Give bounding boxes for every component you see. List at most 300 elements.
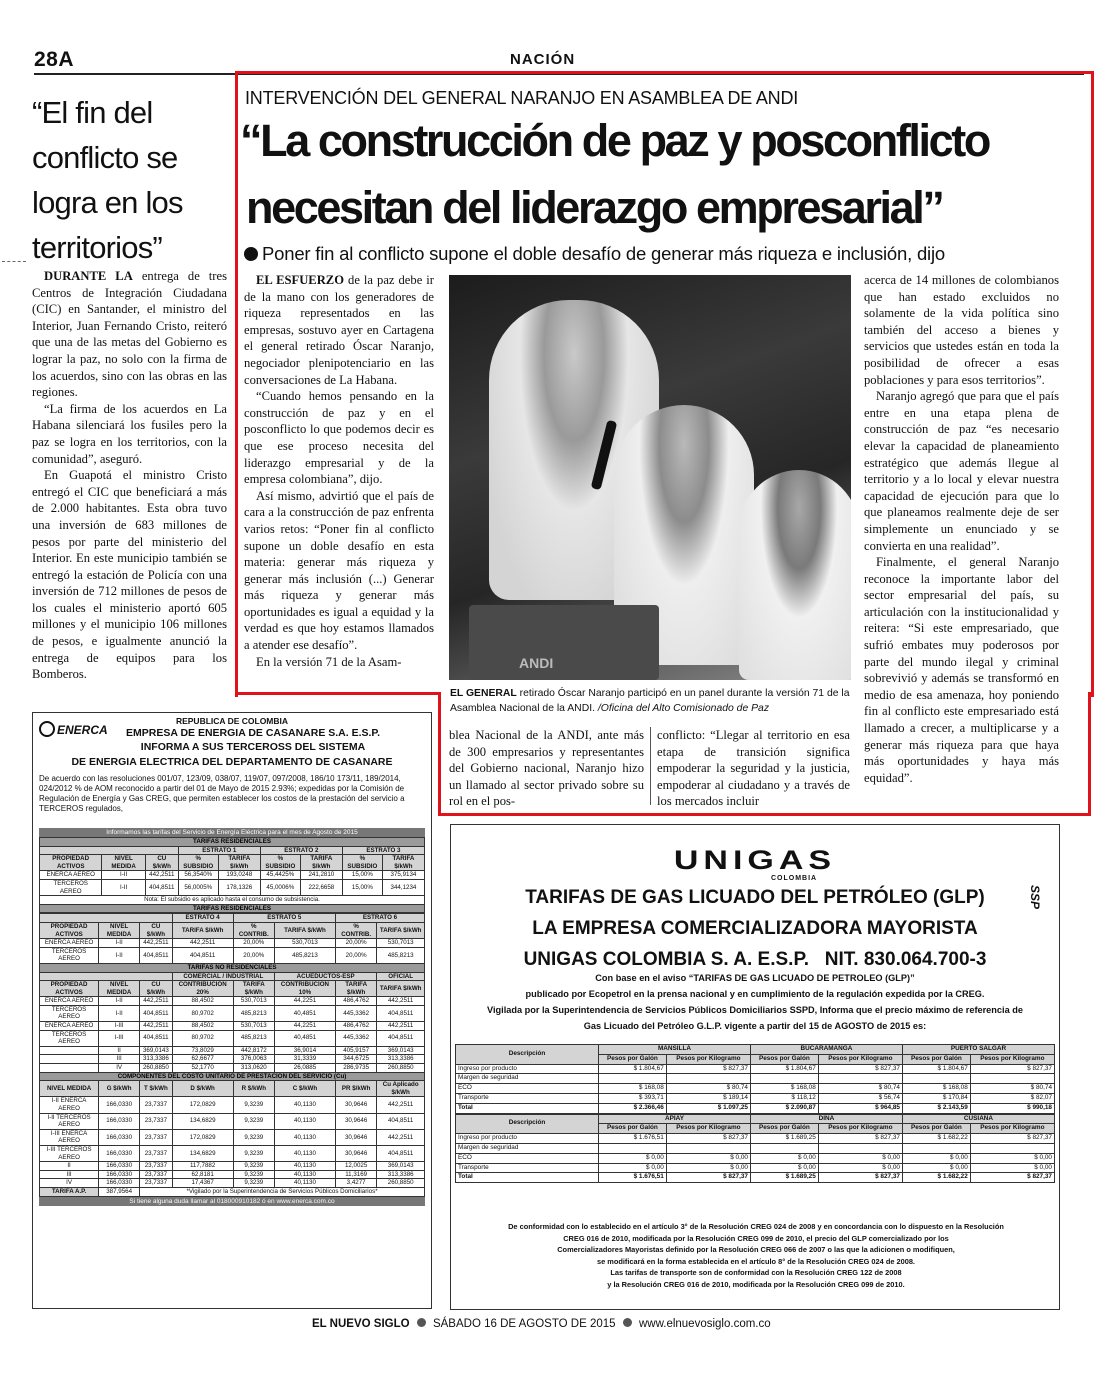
table-cell: 23,7337 (140, 1097, 173, 1113)
table-cell: 9,3239 (233, 1162, 274, 1171)
table-cell: ENERCA AEREO (40, 939, 99, 948)
table-cell: 17,4367 (172, 1179, 233, 1188)
enerca-estrato: ESTRATO 1 (178, 846, 260, 855)
table-cell: $ 827,37 (666, 1134, 750, 1144)
table-header-cell: Cu Aplicado $/kWh (377, 1081, 425, 1097)
table-cell (970, 1074, 1054, 1084)
table-cell: III (40, 1170, 99, 1179)
row-label: Margen de seguridad (456, 1074, 599, 1084)
table-cell: $ 1.676,51 (599, 1173, 667, 1183)
table-cell: 193,0248 (218, 871, 260, 880)
article-frame-right-extend (1088, 692, 1091, 816)
table-cell: 30,9646 (335, 1097, 376, 1113)
table-cell: $ 80,74 (970, 1084, 1054, 1094)
unigas-table-1-rows (456, 1064, 1055, 1113)
table-header-cell: C $/kWh (275, 1081, 336, 1097)
table-header-cell: TARIFA $/kWh (218, 855, 260, 871)
article-lead: EL ESFUERZO (256, 273, 344, 287)
caption-lead: EL GENERAL (450, 688, 517, 699)
unigas-table-2-rows (456, 1134, 1055, 1183)
table-cell (818, 1143, 902, 1153)
table-cell: 62,6677 (172, 1055, 233, 1064)
enerca-table-title: Informamos las tarifas del Servicio de Energía Eléctrica para el mes de Agosto de 2015 (39, 828, 425, 837)
enerca-comp-title: COMPONENTES DEL COSTO UNITARIO DE PRESTACION DEL SERVICIO (Cu) (40, 1072, 425, 1081)
table-row (40, 997, 425, 1006)
table-header-cell: CONTRIBUCION 20% (172, 981, 233, 997)
table-cell: ENERCA AEREO (40, 1022, 99, 1031)
article-subhead (244, 243, 945, 265)
table-cell: 12,0025 (335, 1162, 376, 1171)
table-cell: 486,4762 (335, 1022, 376, 1031)
table-cell: 44,2251 (275, 1022, 336, 1031)
sidebar-lead: DURANTE LA (44, 269, 133, 283)
table-cell: IV (99, 1064, 140, 1073)
table-cell: 313,0620 (233, 1064, 274, 1073)
row-label: Ingreso por producto (456, 1064, 599, 1074)
article-frame-bottom-left (235, 692, 441, 695)
table-cell: $ 1.689,25 (750, 1173, 818, 1183)
unigas-city: DINA (750, 1114, 902, 1124)
enerca-republic: REPUBLICA DE COLOMBIA (175, 716, 289, 726)
table-header-cell: % SUBSIDIO (260, 855, 300, 871)
table-row (40, 1145, 425, 1161)
table-cell: 442,2511 (145, 871, 178, 880)
table-header-cell: TARIFA $/kWh (382, 855, 424, 871)
table-cell: $ 0,00 (902, 1153, 970, 1163)
table-cell (40, 1064, 99, 1073)
table-cell: I-II (99, 947, 140, 963)
unit-galon: Pesos por Galón (750, 1054, 818, 1064)
table-cell: 20,00% (233, 939, 274, 948)
unigas-logo-sub: COLOMBIA (771, 875, 818, 882)
row-label: Total (456, 1173, 599, 1183)
table-cell: 40,1130 (275, 1145, 336, 1161)
table-row (40, 1129, 425, 1145)
table-cell: 369,0143 (377, 1046, 425, 1055)
table-cell: 222,6658 (300, 879, 342, 895)
table-cell: 404,8511 (145, 879, 178, 895)
table-cell: 40,1130 (275, 1097, 336, 1113)
table-header-cell: TARIFA $/kWh (335, 981, 376, 997)
unit-kg: Pesos por Kilogramo (970, 1124, 1054, 1134)
table-cell: 80,9702 (172, 1030, 233, 1046)
unigas-intro-3: Vigilada por la Superintendencia de Servicios Públicos Domiciliarios SSPD, Informa que el precio máximo de referencia de (487, 1005, 1023, 1015)
article-photo (449, 275, 851, 680)
enerca-inform: INFORMA A SUS TERCEROSS DEL SISTEMA (140, 741, 366, 753)
table-cell: I-III (99, 1022, 140, 1031)
ssp-logo: SSP (1028, 885, 1042, 910)
table-cell: 88,4502 (172, 997, 233, 1006)
table-cell: 442,2511 (377, 1097, 425, 1113)
photo-caption (450, 686, 850, 716)
unigas-footer-3: Comercializadores Mayoristas definido por la Resolución CREG 066 de 2007 o las que la adicionen o modifiquen, (557, 1245, 955, 1254)
table-cell: 286,9735 (335, 1064, 376, 1073)
article-paragraph-5: acerca de 14 millones de colombianos que han estado excluidos no solamente de la vida política sino también del acceso a bienes y servicios que ustedes están en toda la posibilidad de ofrecer a esas poblaciones y para esos territorios”. (864, 273, 1059, 387)
table-row (40, 1179, 425, 1188)
table-cell: 40,4851 (275, 1005, 336, 1021)
unigas-footer-4: se modificará en la forma establecida en el artículo 8° de la Resolución CREG 024 de 2008. (596, 1256, 915, 1266)
table-cell: 166,0330 (99, 1097, 140, 1113)
sidebar-body (32, 268, 227, 683)
table-cell: $ 1.682,22 (902, 1173, 970, 1183)
table-cell: 56,3540% (178, 871, 218, 880)
table-cell: TERCEROS AEREO (40, 1030, 99, 1046)
table-cell: $ 170,84 (902, 1093, 970, 1103)
table-cell: 485,8213 (233, 1030, 274, 1046)
table-cell (970, 1143, 1054, 1153)
table-cell: 376,0063 (233, 1055, 274, 1064)
table-cell: 442,2511 (377, 997, 425, 1006)
table-cell: ENERCA AEREO (40, 871, 102, 880)
table-cell: 31,3339 (275, 1055, 336, 1064)
enerca-tarifa-ap-label: TARIFA A.P. (40, 1187, 99, 1196)
table-cell: $ 0,00 (599, 1163, 667, 1173)
table-header-cell: PROPIEDAD ACTIVOS (40, 981, 99, 997)
table-cell: II (99, 1046, 140, 1055)
footer-bullet-icon (623, 1318, 632, 1327)
table-cell: 9,3239 (233, 1129, 274, 1145)
table-cell: 442,8172 (233, 1046, 274, 1055)
unit-kg: Pesos por Kilogramo (818, 1054, 902, 1064)
table-row (456, 1093, 1055, 1103)
table-row (40, 947, 425, 963)
article-kicker: INTERVENCIÓN DEL GENERAL NARANJO EN ASAMBLEA DE ANDI (245, 88, 799, 108)
table-cell: $ 118,12 (750, 1093, 818, 1103)
table-cell: 9,3239 (233, 1113, 274, 1129)
article-paragraph-1: de la paz debe ir de la mano con los generadores de riqueza representados en las empresas, sostuvo ayer en Cartagena el general retirado Óscar Naranjo, negociador plenipotenciario en las conversaciones de La Habana. (244, 273, 434, 387)
sidebar-paragraph-3: En Guapotá el ministro Cristo entregó el CIC que beneficiará a más de 2.000 habitantes. Esta obra tuvo una inversión de 683 millones de pesos por parte del ministerio del Interior. En este municipio también se entregó la estación de Policía con una inversión de 712 millones de pesos de los cuales el ministerio aportó 605 millones y el municipio 106 millones de pesos, e igualmente anunció la entrega de equipos para los Bomberos. (32, 468, 227, 682)
page-footer (312, 1318, 771, 1330)
enerca-estrato: ESTRATO 5 (233, 914, 335, 923)
row-label: ECO (456, 1084, 599, 1094)
table-cell: 30,9646 (335, 1145, 376, 1161)
table-row (40, 1064, 425, 1073)
table-header-cell: T $/kWh (140, 1081, 173, 1097)
enerca-ad (32, 712, 432, 1309)
table-cell: 404,8511 (377, 1030, 425, 1046)
table-cell: 404,8511 (140, 947, 173, 963)
table-cell: $ 1.689,25 (750, 1134, 818, 1144)
row-label: Transporte (456, 1093, 599, 1103)
table-cell: 40,4851 (275, 1030, 336, 1046)
unit-galon: Pesos por Galón (902, 1054, 970, 1064)
table-cell: IV (40, 1179, 99, 1188)
table-cell: $ 0,00 (902, 1163, 970, 1173)
table-cell: $ 1.097,25 (666, 1103, 750, 1113)
table-header-cell: TARIFA $/kWh (233, 981, 274, 997)
table-cell: 26,0885 (275, 1064, 336, 1073)
article-column-3-bottom: conflicto: “Llegar al territorio en esa etapa de transición significa empoderar la seguridad y la justicia, empoderar al ciudadano y a través de los mercados incluir (657, 728, 850, 809)
table-row (456, 1103, 1055, 1113)
table-row (40, 1170, 425, 1179)
footer-paper-name: EL NUEVO SIGLO (312, 1318, 410, 1330)
table-cell: 530,7013 (377, 939, 425, 948)
enerca-res2-header-row (40, 922, 425, 938)
table-cell: $ 82,07 (970, 1093, 1054, 1103)
table-row (40, 1162, 425, 1171)
table-cell: 172,0829 (172, 1129, 233, 1145)
table-cell: 485,8213 (275, 947, 336, 963)
table-cell: 369,0143 (140, 1046, 173, 1055)
enerca-estrato: ESTRATO 2 (260, 846, 342, 855)
table-cell: I-II (99, 997, 140, 1006)
table-header-cell: PROPIEDAD ACTIVOS (40, 855, 102, 871)
table-header-cell: CU $/kWh (140, 981, 173, 997)
table-cell: $ 0,00 (970, 1153, 1054, 1163)
table-cell: TERCEROS AEREO (40, 879, 102, 895)
table-cell: TERCEROS AEREO (40, 947, 99, 963)
unit-galon: Pesos por Galón (902, 1124, 970, 1134)
table-cell: 23,7337 (140, 1113, 173, 1129)
table-cell: $ 827,37 (970, 1064, 1054, 1074)
article-frame-bottom (438, 813, 1091, 816)
table-cell: $ 827,37 (818, 1064, 902, 1074)
enerca-res-title: TARIFAS RESIDENCIALES (40, 838, 425, 847)
table-cell: I-II TERCEROS AEREO (40, 1113, 99, 1129)
sidebar-paragraph-2: “La firma de los acuerdos en La Habana silenciará los fusiles pero la paz se logra en los territorios, con la comunidad”, aseguró. (32, 401, 227, 466)
table-cell: 260,8850 (377, 1064, 425, 1073)
table-cell: $ 964,85 (818, 1103, 902, 1113)
table-cell: 445,3362 (335, 1030, 376, 1046)
footer-url[interactable]: www.elnuevosiglo.com.co (638, 1318, 771, 1330)
table-cell: 9,3239 (233, 1179, 274, 1188)
page-number: 28A (34, 48, 75, 71)
table-cell: 15,00% (342, 871, 382, 880)
table-cell: 404,8511 (140, 1005, 173, 1021)
photo-andi-sign: ANDI (519, 655, 554, 671)
table-cell: 260,8850 (377, 1179, 425, 1188)
table-header-cell: NIVEL MEDIDA (102, 855, 145, 871)
table-cell (666, 1074, 750, 1084)
table-cell (666, 1143, 750, 1153)
table-row (456, 1173, 1055, 1183)
unigas-table-2 (455, 1114, 1055, 1184)
unigas-title-2: LA EMPRESA COMERCIALIZADORA MAYORISTA (532, 918, 978, 939)
table-cell: $ 827,37 (970, 1173, 1054, 1183)
table-header-cell: TARIFA $/kWh (377, 981, 425, 997)
unigas-footer (461, 1221, 1051, 1290)
enerca-nores-header-row (40, 981, 425, 997)
table-header-cell: % SUBSIDIO (178, 855, 218, 871)
unit-galon: Pesos por Galón (599, 1124, 667, 1134)
table-cell: I-II (99, 939, 140, 948)
enerca-intro: De acuerdo con las resoluciones 001/07, 123/09, 038/07, 119/07, 097/2008, 186/10 173/11, 189/2014, 024/2012 % de AOM reconocido a partir del 01 de Mayo de 2015 2.93%; expedidas por la Comisión de Regulación de Energía y Gas CREG, que permiten establecer los costos de la prestación del servicio a TERCEROS regulados, (39, 774, 405, 813)
table-cell: 40,1130 (275, 1113, 336, 1129)
table-cell: I-III ENERCA AEREO (40, 1129, 99, 1145)
sidebar-headline: “El fin del conflicto se logra en los territorios” (32, 95, 183, 265)
table-row (40, 1046, 425, 1055)
table-cell: 442,2511 (140, 997, 173, 1006)
table-cell: $ 0,00 (666, 1153, 750, 1163)
enerca-footer: Si tiene alguna duda llamar al 018000910182 ó en www.enerca.com.co (39, 1197, 425, 1206)
table-cell: 405,9157 (335, 1046, 376, 1055)
table-cell: 15,00% (342, 879, 382, 895)
unit-kg: Pesos por Kilogramo (666, 1124, 750, 1134)
table-row (40, 871, 425, 880)
table-cell: 23,7337 (140, 1162, 173, 1171)
table-cell: $ 189,14 (666, 1093, 750, 1103)
unit-kg: Pesos por Kilogramo (818, 1124, 902, 1134)
table-cell: 20,00% (233, 947, 274, 963)
unigas-footer-6: y la Resolución CREG 016 de 2010, modificada por la Resolución CREG 099 de 2010. (607, 1279, 905, 1289)
table-cell: 9,3239 (233, 1145, 274, 1161)
table-cell: $ 0,00 (750, 1153, 818, 1163)
table-cell (750, 1074, 818, 1084)
table-cell: 404,8511 (377, 1145, 425, 1161)
table-cell: $ 1.804,67 (902, 1064, 970, 1074)
table-cell: TERCEROS AEREO (40, 1005, 99, 1021)
unigas-desc-header: Descripción (456, 1045, 599, 1065)
table-cell: 260,8850 (140, 1064, 173, 1073)
table-row (40, 1030, 425, 1046)
table-cell: 166,0330 (99, 1170, 140, 1179)
table-cell: 241,2810 (300, 871, 342, 880)
table-cell: I-II (99, 1005, 140, 1021)
unigas-city: MANSILLA (599, 1045, 751, 1055)
table-header-cell: % CONTRIB. (233, 922, 274, 938)
table-cell: 404,8511 (377, 1113, 425, 1129)
unigas-city: BUCARAMANGA (750, 1045, 902, 1055)
table-cell (750, 1143, 818, 1153)
table-cell (599, 1143, 667, 1153)
unigas-desc-header: Descripción (456, 1114, 599, 1134)
enerca-logo-text: ENERCA (57, 723, 108, 737)
unigas-title-1: TARIFAS DE GAS LICUADO DEL PETRÓLEO (GLP) (525, 887, 985, 908)
table-cell: 30,9646 (335, 1113, 376, 1129)
table-cell: $ 827,37 (818, 1173, 902, 1183)
table-cell: 485,8213 (233, 1005, 274, 1021)
unigas-footer-2: CREG 016 de 2010, modificada por la Resolución CREG 099 de 2010, el precio del GLP comercializado por los (563, 1233, 949, 1243)
table-cell: III (99, 1055, 140, 1064)
unit-kg: Pesos por Kilogramo (970, 1054, 1054, 1064)
table-cell: 404,8511 (377, 1005, 425, 1021)
article-paragraph-2: “Cuando hemos pensando en la construcción de paz y en el posconflicto lo que podemos decir es que ese proceso necesita del liderazgo empresarial y de la empresa colombiana”, dijo. (244, 389, 434, 487)
table-cell: ENERCA AEREO (40, 997, 99, 1006)
unit-galon: Pesos por Galón (750, 1124, 818, 1134)
table-cell: 313,3386 (377, 1170, 425, 1179)
article-subhead-text: Poner fin al conflicto supone el doble desafío de generar más riqueza e inclusión, dijo (262, 243, 945, 264)
article-paragraph-4: En la versión 71 de la Asam- (256, 654, 402, 669)
unigas-ad (450, 824, 1060, 1310)
table-row (40, 1097, 425, 1113)
enerca-nores-group: OFICIAL (377, 972, 425, 981)
row-label: Margen de seguridad (456, 1143, 599, 1153)
table-cell: 40,1130 (275, 1162, 336, 1171)
table-cell: 45,0006% (260, 879, 300, 895)
article-paragraph-6: Naranjo agregó que para que el país entre en una etapa plena de construcción de paz “es necesario elevar la capacidad de planeamiento estratégico que además llegue al territorio y a lo local y elevar nuestra capacidad de ejecución para que lo que planeamos realmente deje de ser simplemente un enunciado y se convierta en una realidad”. (864, 389, 1059, 553)
enerca-nores-group: COMERCIAL / INDUSTRIAL (172, 972, 274, 981)
table-cell: 344,6725 (335, 1055, 376, 1064)
column-divider (650, 727, 651, 805)
table-cell: I-II (102, 879, 145, 895)
table-cell (818, 1074, 902, 1084)
table-cell: 44,2251 (275, 997, 336, 1006)
unigas-logo: UNIGAS (673, 844, 837, 876)
table-cell (902, 1074, 970, 1084)
article-headline-line-2: necesitan del liderazgo empresarial” (246, 182, 943, 233)
enerca-estrato: ESTRATO 4 (172, 914, 233, 923)
table-cell: $ 0,00 (818, 1163, 902, 1173)
enerca-comp-rows (40, 1097, 425, 1188)
table-row (40, 1055, 425, 1064)
table-cell: 23,7337 (140, 1179, 173, 1188)
photo-podium (469, 605, 659, 680)
table-cell: $ 827,37 (666, 1173, 750, 1183)
table-cell: $ 0,00 (750, 1163, 818, 1173)
enerca-residential-table-2 (39, 913, 425, 1196)
table-cell: 166,0330 (99, 1113, 140, 1129)
table-cell: 20,00% (335, 947, 376, 963)
table-cell: $ 0,00 (666, 1163, 750, 1173)
table-cell: $ 2.143,59 (902, 1103, 970, 1113)
table-cell: 404,8511 (140, 1030, 173, 1046)
table-cell: 40,1130 (275, 1179, 336, 1188)
table-cell: $ 0,00 (818, 1153, 902, 1163)
table-cell: 486,4762 (335, 997, 376, 1006)
article-column-1 (244, 272, 434, 670)
table-cell: $ 827,37 (970, 1134, 1054, 1144)
table-cell: $ 80,74 (666, 1084, 750, 1094)
unigas-footer-5: Las tarifas de transporte son de conformidad con la Resolución CREG 122 de 2008 (610, 1268, 902, 1277)
unigas-table-1 (455, 1044, 1055, 1114)
table-cell: $ 393,71 (599, 1093, 667, 1103)
table-cell: 442,2511 (140, 939, 173, 948)
table-row (456, 1074, 1055, 1084)
table-cell: 40,1130 (275, 1170, 336, 1179)
table-header-cell: CONTRIBUCION 10% (275, 981, 336, 997)
sidebar-dash (2, 261, 26, 262)
table-cell: 485,8213 (377, 947, 425, 963)
table-cell: 166,0330 (99, 1129, 140, 1145)
table-cell: 36,9014 (275, 1046, 336, 1055)
caption-text: retirado Óscar Naranjo participó en un panel durante la versión 71 de la Asamblea Nacional de la ANDI. (450, 688, 850, 714)
table-cell: 530,7013 (233, 1022, 274, 1031)
table-cell: 166,0330 (99, 1179, 140, 1188)
table-cell: 3,4277 (335, 1179, 376, 1188)
table-cell: 442,2511 (140, 1022, 173, 1031)
table-header-cell: NIVEL MEDIDA (99, 922, 140, 938)
table-cell: 369,0143 (377, 1162, 425, 1171)
table-row (456, 1134, 1055, 1144)
table-cell: 313,3386 (377, 1055, 425, 1064)
table-cell: $ 0,00 (970, 1163, 1054, 1173)
table-cell: $ 827,37 (818, 1134, 902, 1144)
enerca-res-title-2: TARIFAS RESIDENCIALES (40, 904, 425, 913)
table-cell: 178,1326 (218, 879, 260, 895)
table-cell: I-II ENERCA AEREO (40, 1097, 99, 1113)
unigas-intro-4: Gas Licuado del Petróleo G.L.P. vigente a partir del 15 de AGOSTO de 2015 es: (583, 1021, 927, 1031)
table-header-cell: NIVEL MEDIDA (99, 981, 140, 997)
unit-galon: Pesos por Galón (599, 1054, 667, 1064)
table-row (456, 1084, 1055, 1094)
table-header-cell: G $/kWh (99, 1081, 140, 1097)
article-frame-mid-left (438, 692, 441, 816)
table-cell: $ 168,08 (750, 1084, 818, 1094)
table-cell: I-II (102, 871, 145, 880)
sidebar-paragraph-1: entrega de tres Centros de Integración Ciudadana (CIC) en Santander, el ministro del Interior, Juan Fernando Cristo, reiteró que una de las metas del Gobierno es lograr la paz, no solo con la firma de los acuerdos, sino con las obras en las regiones. (32, 269, 227, 400)
table-cell: $ 2.366,46 (599, 1103, 667, 1113)
table-row (456, 1064, 1055, 1074)
table-cell: 73,8029 (172, 1046, 233, 1055)
table-cell: 313,3386 (140, 1055, 173, 1064)
enerca-system: DE ENERGIA ELECTRICA DEL DEPARTAMENTO DE CASANARE (71, 756, 393, 768)
table-header-cell: TARIFA $/kWh (172, 922, 233, 938)
table-cell: $ 1.804,67 (750, 1064, 818, 1074)
table-cell: $ 827,37 (666, 1064, 750, 1074)
table-cell: I-III TERCEROS AEREO (40, 1145, 99, 1161)
table-row (456, 1143, 1055, 1153)
table-cell: 23,7337 (140, 1129, 173, 1145)
